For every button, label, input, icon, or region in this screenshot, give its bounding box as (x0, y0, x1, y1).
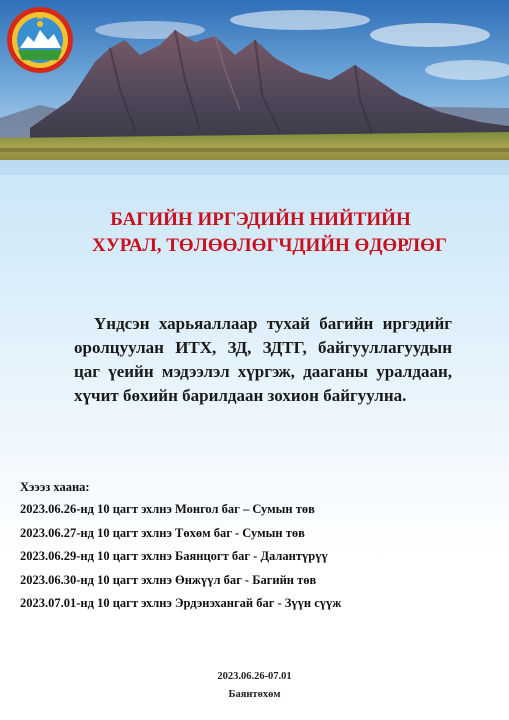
footer (0, 668, 509, 704)
footer-place: Баянтөхөм (228, 689, 281, 700)
schedule-item: 2023.06.27-нд 10 цагт эхлнэ Төхөм баг - Сумын төв (20, 525, 305, 540)
schedule-heading: Хэээз хаана: (20, 480, 90, 494)
title-line-1: БАГИЙН ИРГЭДИЙН НИЙТИЙН (110, 209, 411, 230)
intro-paragraph: Үндсэн харьяаллаар тухай багийн иргэдийг оролцуулан ИТХ, ЗД, ЗДТГ, байгууллагуудын цаг үеийн мэдээлэл хүргэж, дааганы уралдаан, хүчит бөхийн барилдаан зохион байгуулна. (74, 314, 452, 405)
footer-dates: 2023.06.26-07.01 (217, 671, 292, 682)
event-title (0, 207, 509, 259)
schedule-section (20, 480, 490, 620)
title-line-2: ХУРАЛ, ТӨЛӨӨЛӨГЧДИЙН ӨДӨРЛӨГ (92, 235, 447, 256)
schedule-item: 2023.06.29-нд 10 цагт эхлнэ Баянцогт баг - Далантүрүү (20, 549, 328, 563)
schedule-item: 2023.06.30-нд 10 цагт эхлнэ Өнжүүл баг - Багийн төв (20, 572, 317, 587)
soum-emblem-icon (6, 6, 74, 74)
schedule-item: 2023.07.01-нд 10 цагт эхлнэ Эрдэнэхангай баг - Зүүн сүүж (20, 596, 342, 610)
mountain-banner (0, 0, 509, 175)
schedule-item: 2023.06.26-нд 10 цагт эхлнэ Монгол баг – Сумын төв (20, 502, 315, 516)
mountain-landscape-image (0, 0, 509, 175)
